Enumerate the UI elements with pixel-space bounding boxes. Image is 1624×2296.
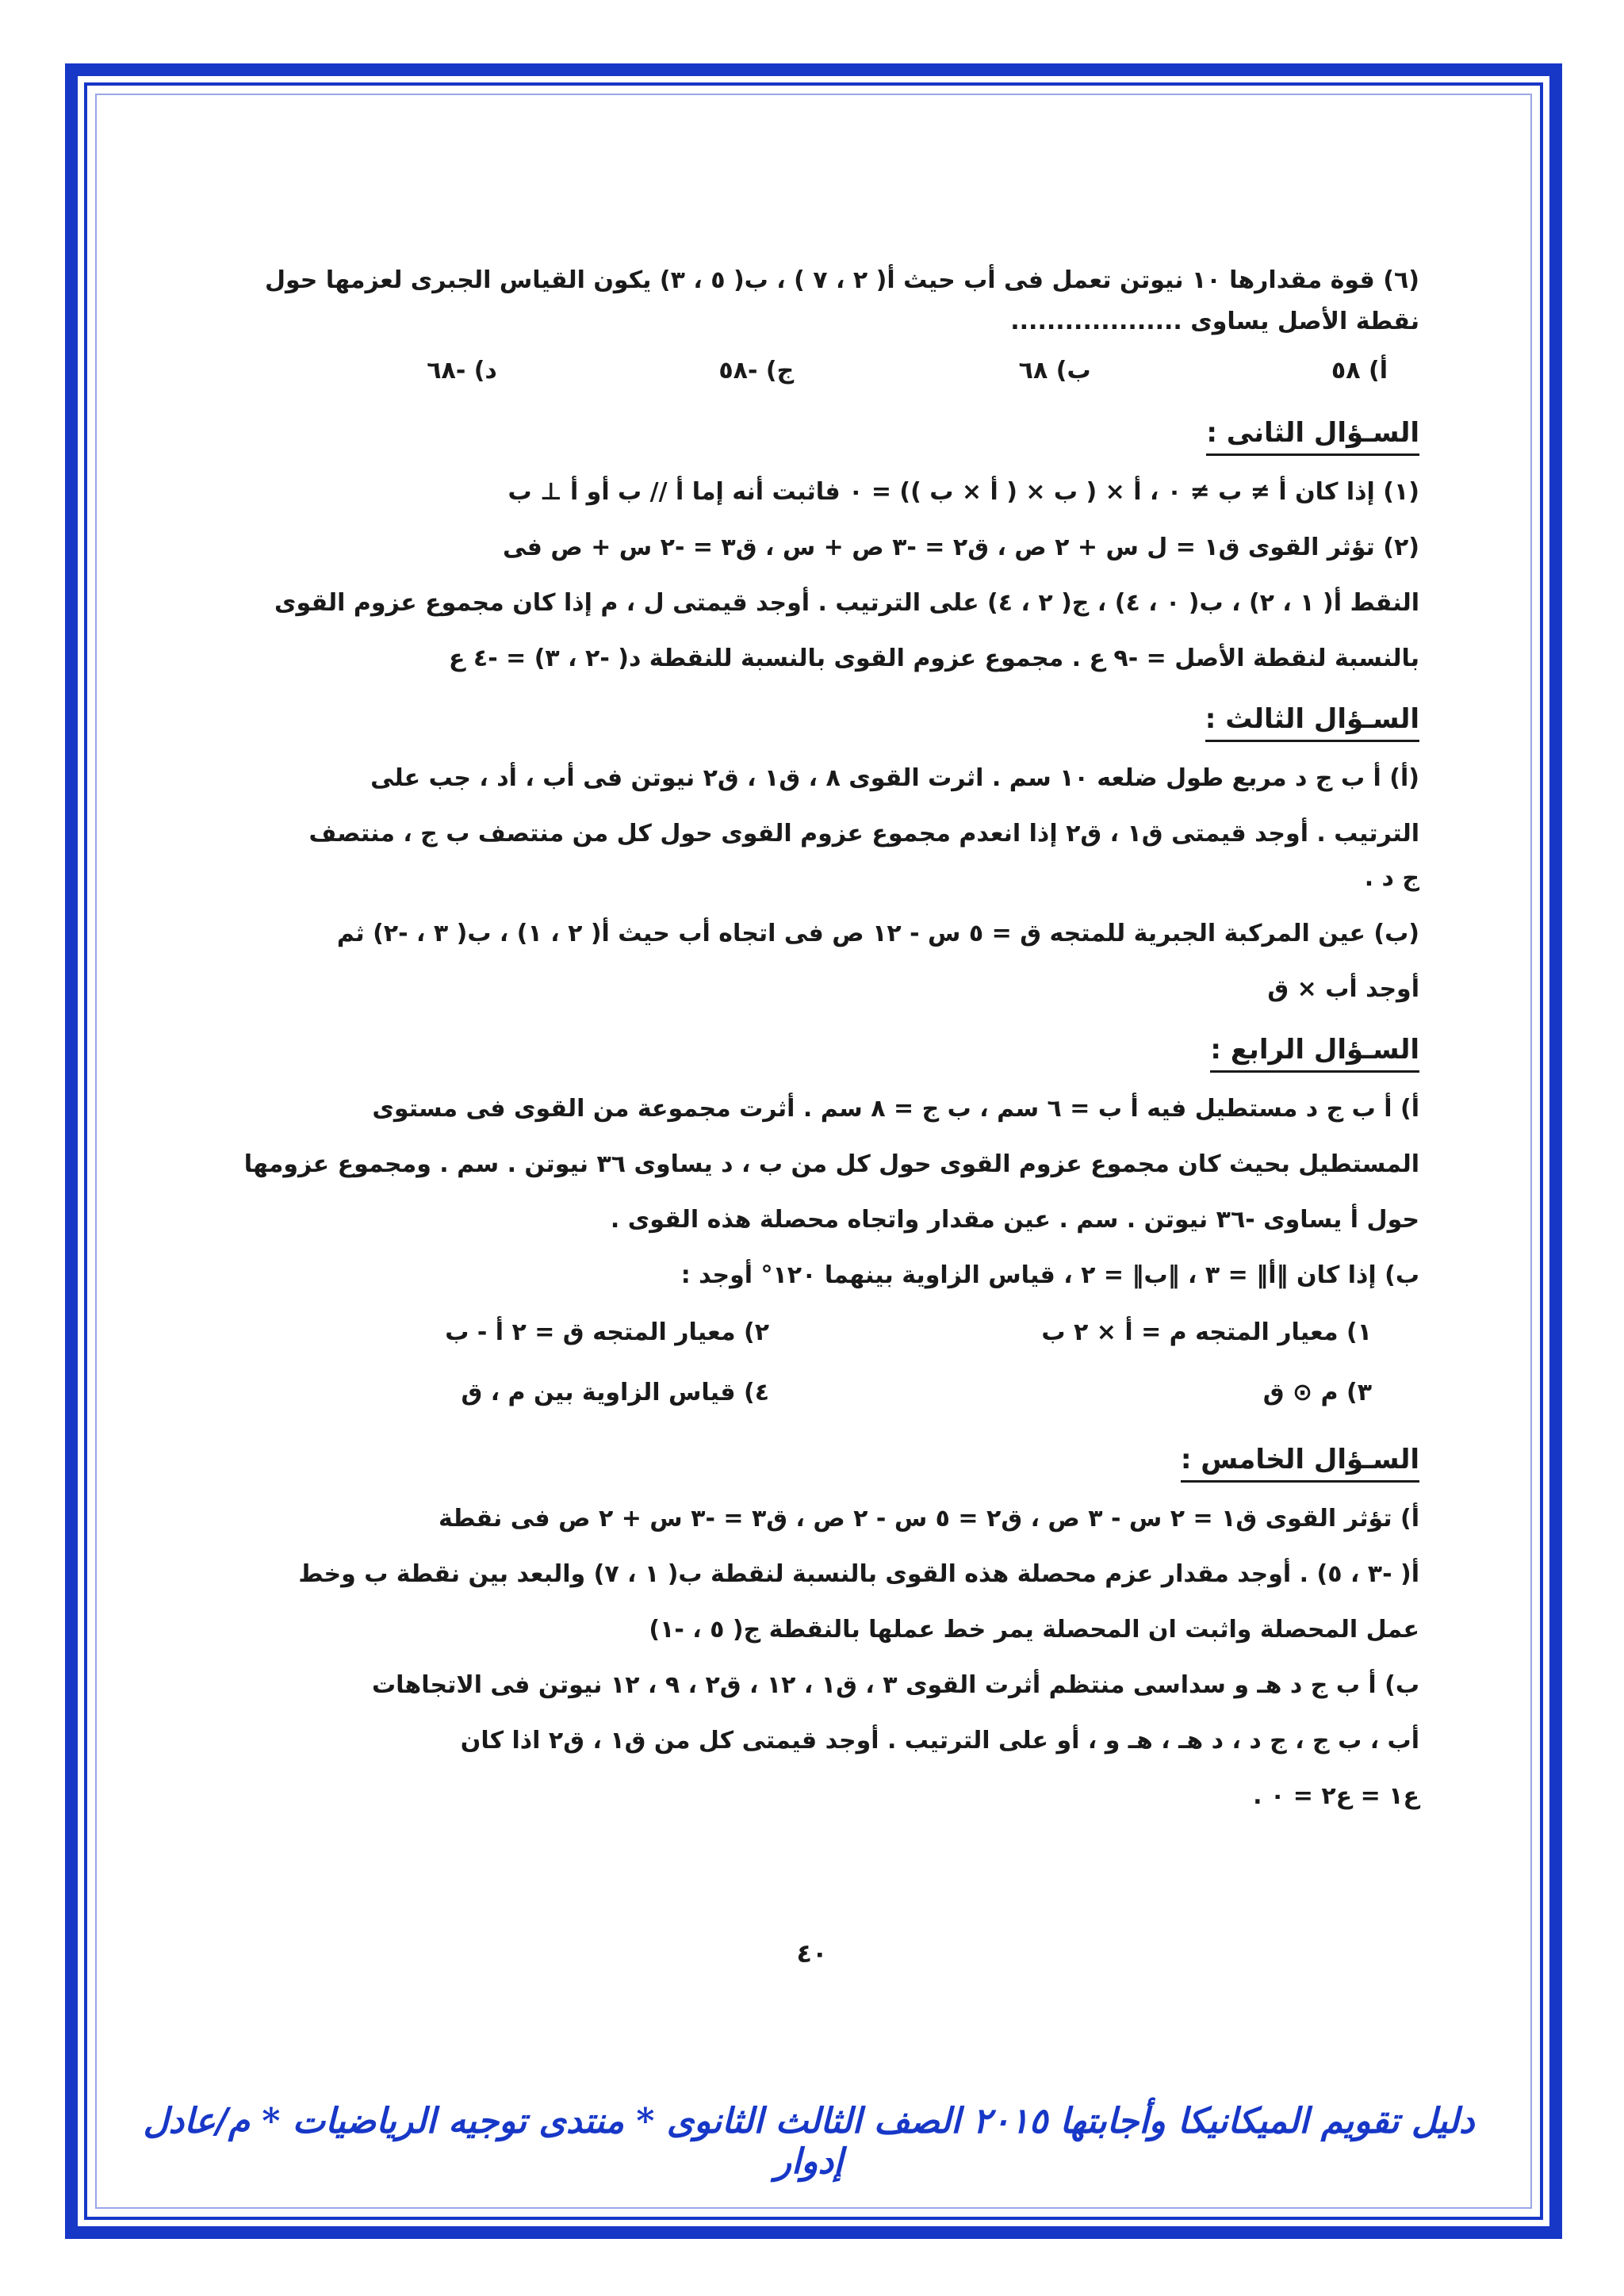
footer-credit: دليل تقويم الميكانيكا وأجابتها ٢٠١٥ الصف الثالث الثانوى * منتدى توجيه الرياضيات * م/عادل إدوار: [143, 2101, 1475, 2182]
q2-item2-line3: بالنسبة لنقطة الأصل = -٩ ع . مجموع عزوم القوى بالنسبة للنقطة د( -٢ ، ٣) = -٤ ع: [448, 645, 1419, 672]
q4-item-a-line2: المستطيل بحيث كان مجموع عزوم القوى حول كل من ب ، د يساوى ٣٦ نيوتن . سم . ومجموع عزومها: [243, 1150, 1419, 1178]
choice-c: ج) -٥٨: [718, 357, 795, 385]
q3-item-a-line2: الترتيب . أوجد قيمتى ق١ ، ق٢ إذا انعدم مجموع عزوم القوى حول كل من منتصف ب ج ، منتصف: [308, 820, 1419, 848]
q5-item-a-line2: أ( -٣ ، ٥) . أوجد مقدار عزم محصلة هذه القوى بالنسبة لنقطة ب( ١ ، ٧) والبعد بين نقطة ب وخط: [298, 1560, 1419, 1588]
choice-d: د) -٦٨: [427, 357, 497, 385]
q5-item-a-line1: أ) تؤثر القوى ق١ = ٢ س - ٣ ص ، ق٢ = ٥ س - ٢ ص ، ق٣ = -٣ س + ٢ ص فى نقطة: [438, 1505, 1419, 1533]
question-4: [214, 1026, 1419, 1412]
q4-item-a-line1: أ) أ ب ج د مستطيل فيه أ ب = ٦ سم ، ب ج = ٨ سم . أثرت مجموعة من القوى فى مستوى: [372, 1095, 1419, 1123]
q1-item6-text-line2: نقطة الأصل يساوى ...................: [1010, 308, 1419, 335]
choice-b: ب) ٦٨: [1018, 357, 1091, 385]
question-5-heading: السـؤال الخامس :: [1181, 1441, 1419, 1483]
q5-item-a-line3: عمل المحصلة واثبت ان المحصلة يمر خط عملها بالنقطة ج( ٥ ، -١): [649, 1616, 1419, 1644]
q3-item-a-line3: ج د .: [1364, 864, 1419, 892]
q4-item-b: ب) إذا كان ‖أ‖ = ٣ ، ‖ب‖ = ٢ ، قياس الزاوية بينهما ١٢٠° أوجد :: [680, 1261, 1419, 1289]
question-4-heading: السـؤال الرابع :: [1210, 1031, 1419, 1073]
q4-sub1: ١) معيار المتجه م = أ × ٢ ب: [1041, 1318, 1372, 1346]
question-3: [214, 695, 1419, 1008]
q4-subparts: [214, 1314, 1419, 1412]
q3-item-b-line2: أوجد أب × ق: [1267, 975, 1419, 1003]
q3-item-b-line1: (ب) عين المركبة الجبرية للمتجه ق = ٥ س - ١٢ ص فى اتجاه أب حيث أ( ٢ ، ١) ، ب( ٣ ، -٢) ثم: [336, 920, 1419, 947]
q1-item6-choices: [214, 352, 1419, 390]
q5-item-b-line1: ب) أ ب ج د هـ و سداسى منتظم أثرت القوى ٣ ، ق١ ، ١٢ ، ق٢ ، ٩ ، ١٢ نيوتن فى الاتجاهات: [372, 1671, 1419, 1699]
q3-item-a-line1: (أ) أ ب ج د مربع طول ضلعه ١٠ سم . اثرت القوى ٨ ، ق١ ، ق٢ نيوتن فى أب ، أد ، جب على: [370, 764, 1419, 792]
q2-item2-line1: (٢) تؤثر القوى ق١ = ل س + ٢ ص ، ق٢ = -٣ ص + س ، ق٣ = -٢ س + ص فى: [502, 534, 1419, 561]
q5-item-b-line3: ع١ = ع٢ = ٠ .: [1253, 1782, 1419, 1810]
q4-sub2: ٢) معيار المتجه ق = ٢ أ - ب: [445, 1318, 769, 1346]
q4-sub4: ٤) قياس الزاوية بين م ، ق: [461, 1379, 769, 1406]
question-3-heading: السـؤال الثالث :: [1205, 700, 1419, 742]
q2-item1: (١) إذا كان أ ≠ ب ≠ ٠ ، أ × ( ب × ( أ × ب )) = ٠ فاثبت أنه إما أ // ب أو أ ⊥ ب: [508, 478, 1419, 506]
q4-item-a-line3: حول أ يساوى -٣٦ نيوتن . سم . عين مقدار واتجاه محصلة هذه القوى .: [610, 1206, 1419, 1234]
page-number: ٤٠: [796, 1938, 828, 1969]
worksheet-content: [214, 262, 1419, 1833]
q4-sub3: ٣) م ⊙ ق: [1262, 1379, 1372, 1406]
q5-item-b-line2: أب ، ب ج ، ج د ، د هـ ، هـ و ، أو على الترتيب . أوجد قيمتى كل من ق١ ، ق٢ اذا كان: [460, 1727, 1419, 1755]
q2-item2-line2: النقط أ( ١ ، ٢) ، ب( ٠ ، ٤) ، ج( ٢ ، ٤) على الترتيب . أوجد قيمتى ل ، م إذا كان مجموع عزوم القوى: [274, 589, 1419, 617]
choice-a: أ) ٥٨: [1331, 357, 1388, 385]
question-5: [214, 1436, 1419, 1816]
question-2-heading: السـؤال الثانى :: [1206, 414, 1419, 456]
question-1-item-6: [214, 262, 1419, 390]
question-2: [214, 409, 1419, 678]
q1-item6-text-line1: (٦) قوة مقدارها ١٠ نيوتن تعمل فى أب حيث أ( ٢ ، ٧ ) ، ب( ٥ ، ٣) يكون القياس الجبرى لعزمها حول: [264, 266, 1419, 294]
